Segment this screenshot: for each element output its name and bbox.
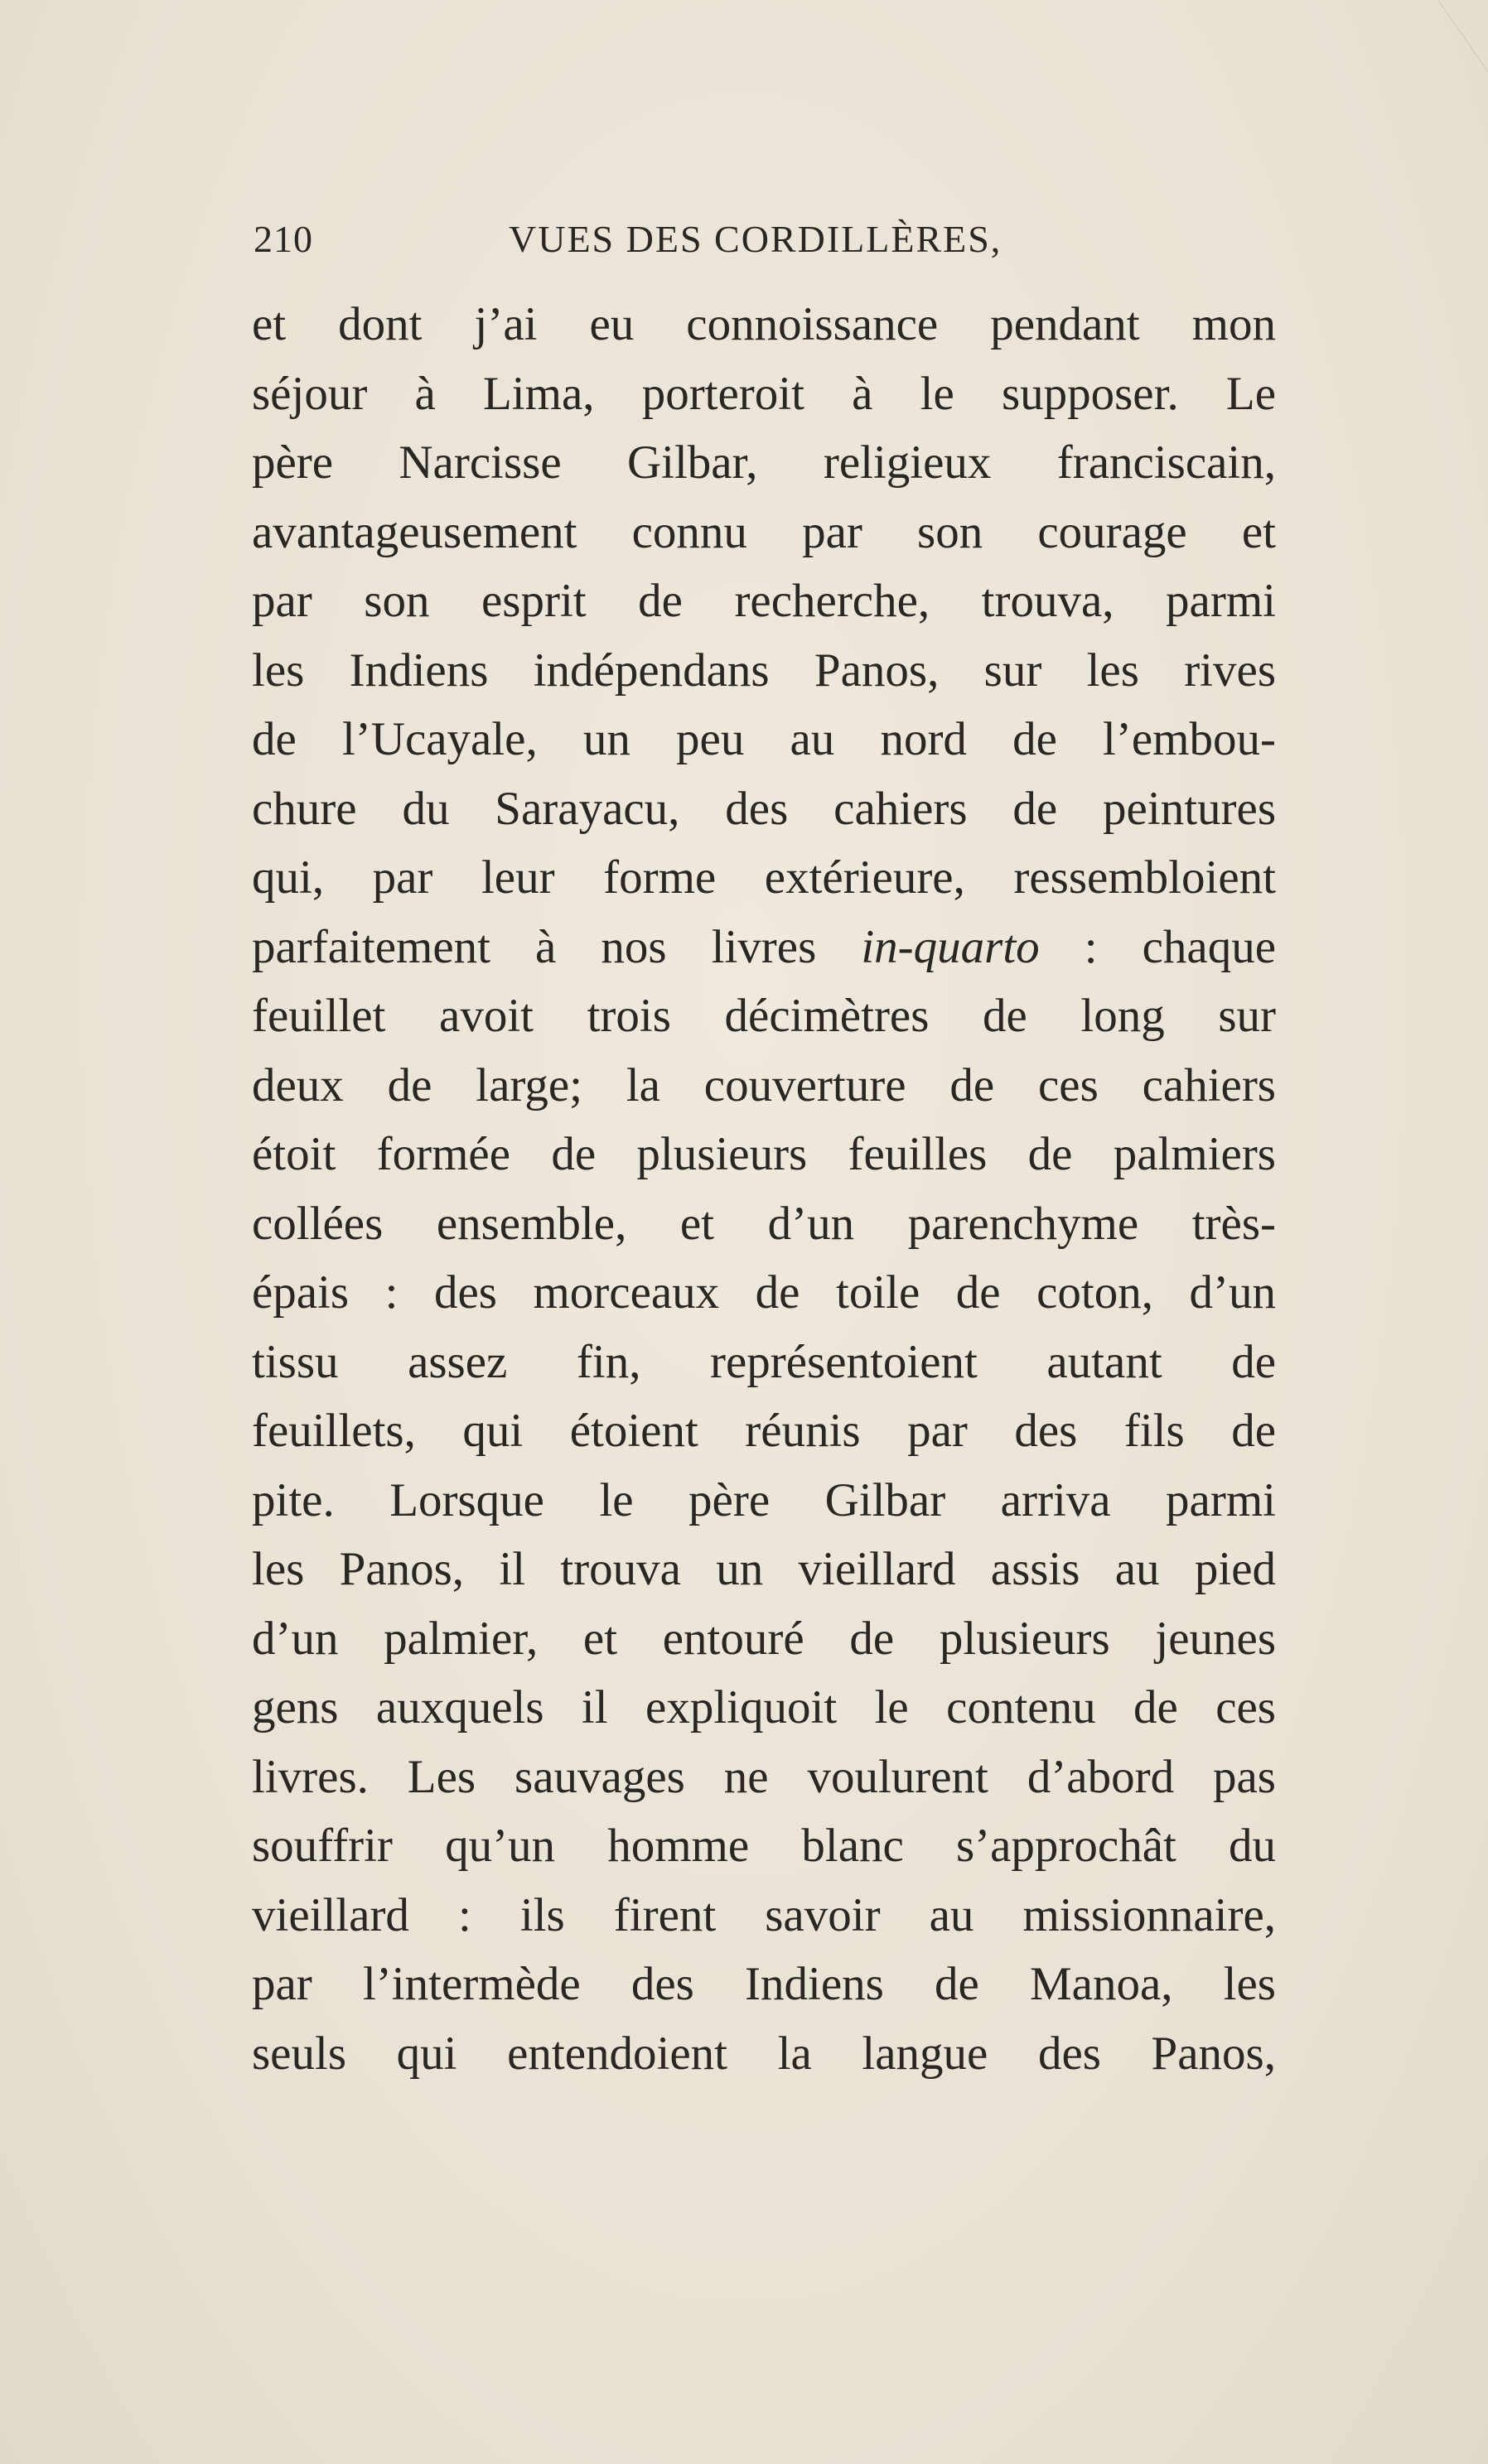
text-line: pite. Lorsque le père Gilbar arriva parmi [252, 1473, 1276, 1526]
text-line: et dont j’ai eu connoissance pendant mon [252, 298, 1276, 350]
text-line: collées ensemble, et d’un parenchyme très- [252, 1197, 1276, 1250]
text-line: les Indiens indépendans Panos, sur les rives [252, 644, 1276, 697]
text-line: gens auxquels il expliquoit le contenu de ces [252, 1681, 1276, 1733]
text-line: de l’Ucayale, un peu au nord de l’embou- [252, 713, 1276, 765]
text-line: seuls qui entendoient la langue des Panos, [252, 2027, 1276, 2080]
text-line: par son esprit de recherche, trouva, parmi [252, 575, 1276, 627]
body-text [252, 290, 1276, 2088]
text-line: les Panos, il trouva un vieillard assis au pied [252, 1543, 1276, 1595]
text-line: tissu assez fin, représentoient autant de [252, 1335, 1276, 1388]
text-line: épais : des morceaux de toile de coton, d’un [252, 1266, 1276, 1319]
text-line: feuillets, qui étoient réunis par des fils de [252, 1405, 1276, 1457]
text-line: vieillard : ils firent savoir au missionnaire, [252, 1888, 1276, 1941]
text-line: par l’intermède des Indiens de Manoa, les [252, 1958, 1276, 2010]
text-line: feuillet avoit trois décimètres de long sur [252, 990, 1276, 1042]
text-line: qui, par leur forme extérieure, ressembloient [252, 851, 1276, 904]
text-line: d’un palmier, et entouré de plusieurs jeunes [252, 1612, 1276, 1665]
page-number: 210 [254, 218, 313, 260]
text-line: souffrir qu’un homme blanc s’approchât du [252, 1820, 1276, 1872]
text-line: père Narcisse Gilbar, religieux franciscain, [252, 436, 1276, 489]
text-line: deux de large; la couverture de ces cahiers [252, 1058, 1276, 1111]
text-line-with-italic [252, 913, 1276, 982]
text-line: étoit formée de plusieurs feuilles de palmiers [252, 1128, 1276, 1180]
page-header [254, 217, 1248, 267]
running-title: VUES DES CORDILLÈRES, [509, 218, 1002, 260]
italic-term: in-quarto [861, 920, 1040, 973]
text-line: livres. Les sauvages ne voulurent d’abord pas [252, 1750, 1276, 1803]
text-line: avantageusement connu par son courage et [252, 505, 1276, 558]
page-corner-fold [1437, 0, 1488, 75]
text-line: séjour à Lima, porteroit à le supposer. Le [252, 367, 1276, 420]
text-line: chure du Sarayacu, des cahiers de peintures [252, 782, 1276, 835]
text-segment: : chaque [1039, 920, 1277, 973]
text-segment: parfaitement à nos livres [252, 920, 862, 973]
